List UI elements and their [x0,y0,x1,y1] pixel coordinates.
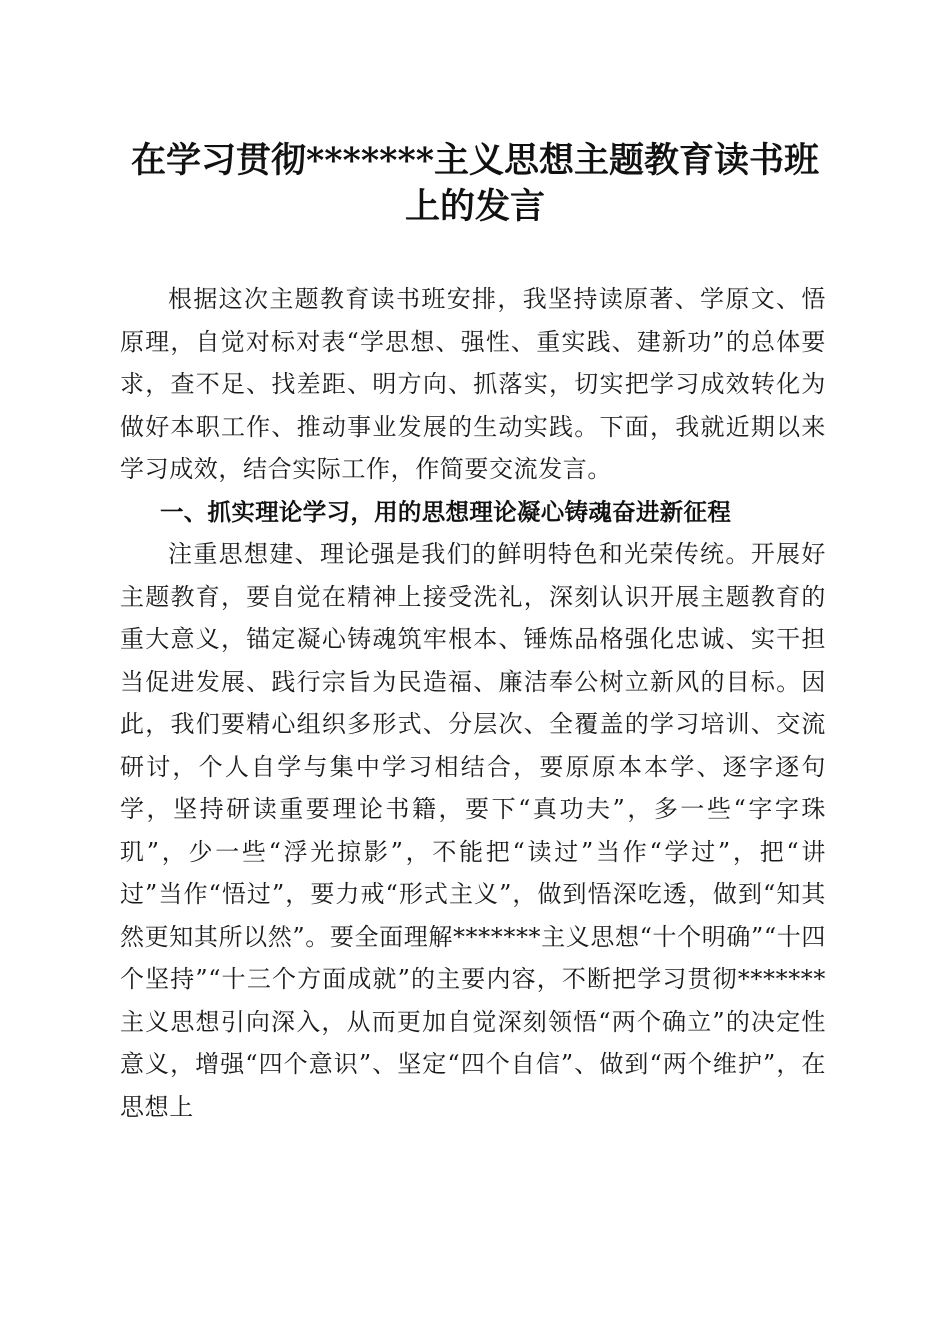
title-line-1: 在学习贯彻*******主义思想主题教育读书班 [130,140,820,181]
title-line-2: 上的发言 [404,186,545,227]
intro-paragraph: 根据这次主题教育读书班安排，我坚持读原著、学原文、悟原理，自觉对标对表“学思想、强性、重实践、建新功”的总体要求，查不足、找差距、明方向、抓落实，切实把学习成效转化为做好本职工作、推动事业发展的生动实践。下面，我就近期以来学习成效，结合实际工作，作简要交流发言。 [120,285,826,483]
document-body [120,278,826,1128]
section-1-heading: 一、抓实理论学习，用的思想理论凝心铸魂奋进新征程 [159,497,732,526]
document-title [120,138,830,230]
section-1-paragraph: 注重思想建、理论强是我们的鲜明特色和光荣传统。开展好主题教育，要自觉在精神上接受洗礼，深刻认识开展主题教育的重大意义，锚定凝心铸魂筑牢根本、锤炼品格强化忠诚、实干担当促进发展、践行宗旨为民造福、廉洁奉公树立新风的目标。因此，我们要精心组织多形式、分层次、全覆盖的学习培训、交流研讨，个人自学与集中学习相结合，要原原本本学、逐字逐句学，坚持研读重要理论书籍，要下“真功夫”，多一些“字字珠玑”，少一些“浮光掠影”，不能把“读过”当作“学过”，把“讲过”当作“悟过”，要力戒“形式主义”，做到悟深吃透，做到“知其然更知其所以然”。要全面理解*******主义思想“十个明确”“十四个坚持”“十三个方面成就”的主要内容，不断把学习贯彻*******主义思想引向深入，从而更加自觉深刻领悟“两个确立”的决定性意义，增强“四个意识”、坚定“四个自信”、做到“两个维护”，在思想上 [120,540,826,1121]
